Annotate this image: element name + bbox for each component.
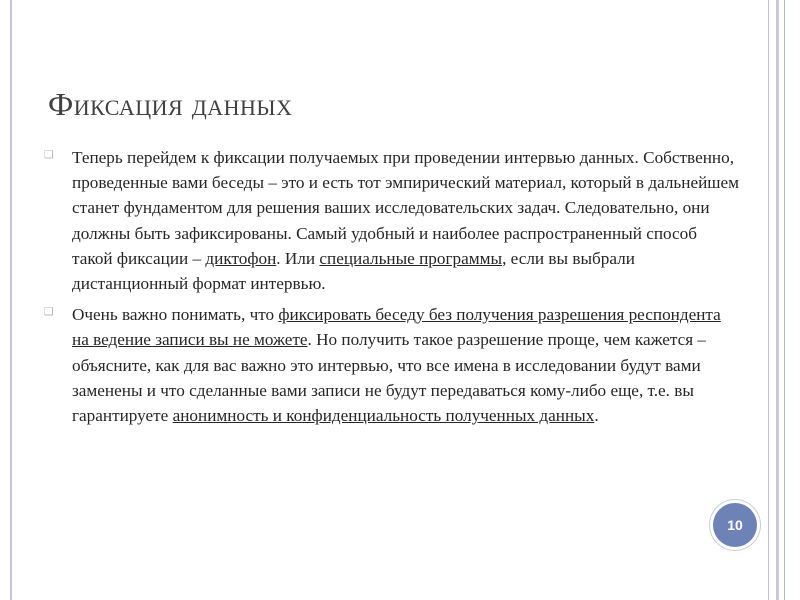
slide-content	[40, 145, 740, 434]
underlined-term-permission-warning: фиксировать беседу без получения разрешения респондента на ведение записи вы не можете	[72, 305, 721, 350]
underlined-term-special-programs: специальные программы	[319, 248, 503, 268]
bullet-text: , если вы выбрали дистанционный формат интервью.	[72, 248, 635, 294]
bullet-item-recording	[40, 145, 740, 296]
bullet-text: Теперь перейдем к фиксации получаемых при проведении интервью данных. Собственно, проведенные вами беседы – это и есть тот эмпирический материал, который в дальнейшем станет фундаментом для решения ваших исследовательских задач. Следовательно, они должны быть зафиксированы. Самый удобный и наиболее распространенный способ такой фиксации –	[72, 148, 740, 268]
bullet-marker-icon: ❑	[44, 305, 54, 319]
slide-title: Фиксация данных	[48, 86, 293, 122]
frame-right-outer-line	[776, 0, 779, 600]
bullet-text: . Или	[276, 248, 320, 268]
frame-right-edge-line	[784, 0, 785, 600]
bullet-item-permission	[40, 302, 740, 428]
underlined-term-anonymity: анонимность и конфиденциальность полученных данных	[172, 406, 595, 426]
underlined-term-dictaphone: диктофон	[205, 248, 277, 268]
bullet-text: Очень важно понимать, что	[72, 305, 279, 325]
bullet-text: .	[594, 406, 599, 426]
frame-left-line	[10, 0, 12, 600]
page-number-badge: 10	[713, 503, 757, 547]
frame-right-inner-line	[768, 0, 769, 600]
bullet-marker-icon: ❑	[44, 148, 54, 161]
bullet-text: . Но получить такое разрешение проще, чем кажется – объясните, как для вас важно это интервью, что все имена в исследовании будут вами заменены и что сделанные вами записи не будут передаваться кому-либо еще, т.е. вы гарантируете	[72, 330, 707, 426]
